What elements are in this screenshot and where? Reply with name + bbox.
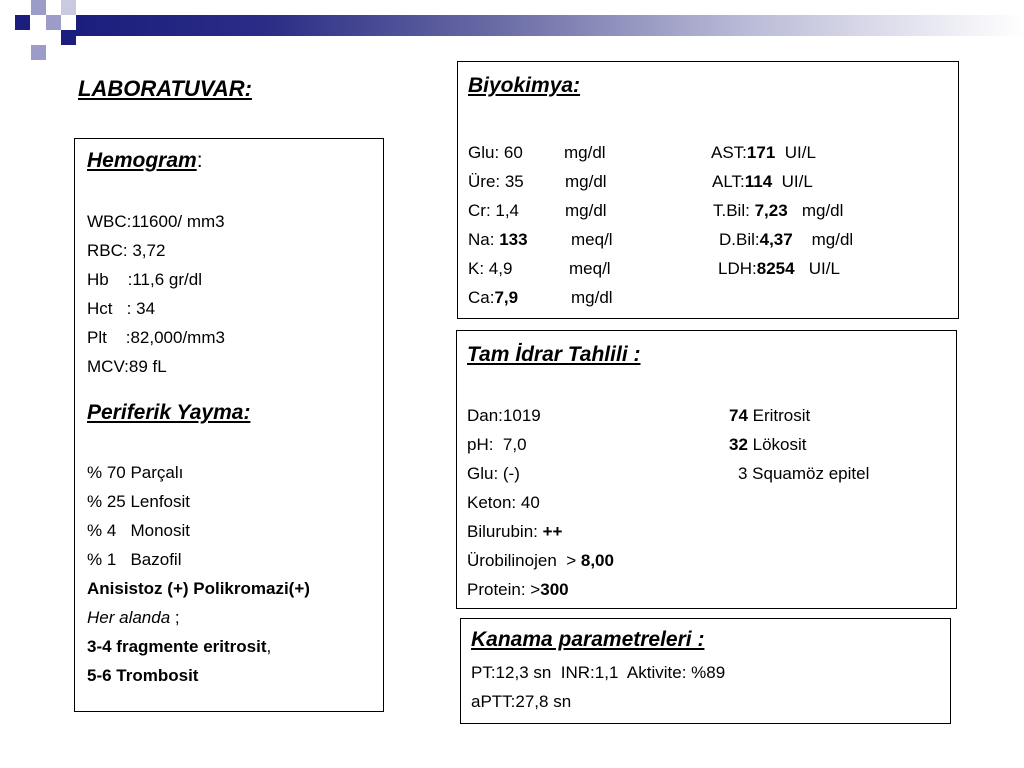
biyo-ldh-prefix: LDH:: [718, 259, 757, 278]
biyo-na-unit: meq/l: [571, 230, 613, 249]
hemogram-plt: Plt :82,000/mm3: [87, 328, 225, 347]
biyo-ast: [711, 138, 816, 167]
biyo-ca: [468, 283, 518, 312]
idrar-heading: [467, 343, 956, 373]
idrar-glu: Glu: (-): [467, 464, 520, 483]
biyo-k-name: K: 4,9: [468, 259, 513, 278]
header-gradient-bar: [76, 15, 1024, 36]
idrar-protein-value: 300: [540, 580, 569, 599]
biyo-ca-value: 7,9: [494, 288, 519, 307]
hemogram-title-suffix: :: [196, 149, 203, 172]
biyo-ure-unit: mg/dl: [565, 172, 607, 191]
biyokimya-heading: [468, 74, 958, 104]
idrar-protein-label: Protein: >: [467, 580, 541, 599]
biyo-ast-unit: UI/L: [784, 143, 816, 162]
biyo-glu-name: Glu: 60: [468, 143, 523, 162]
deco-square-navy: [61, 30, 76, 45]
idrar-eritrosit-count: 74: [729, 406, 748, 425]
biyo-alt-value: 114: [744, 172, 773, 191]
kanama-panel: [460, 618, 951, 724]
biyo-dbil-unit: mg/dl: [811, 230, 854, 249]
biyo-tbil-prefix: T.Bil:: [713, 201, 755, 220]
idrar-lokosit-count: 32: [729, 435, 748, 454]
biyo-tbil-value: 7,23: [754, 201, 788, 220]
periferik-bazofil: % 1 Bazofil: [87, 550, 182, 569]
biyo-ldh: [718, 254, 840, 283]
biyo-alt: [712, 167, 813, 196]
idrar-lokosit: [729, 430, 807, 459]
idrar-ph: pH: 7,0: [467, 435, 527, 454]
idrar-bilurubin-value: ++: [542, 522, 563, 541]
biyo-ast-value: 171: [746, 143, 776, 162]
biyokimya-panel: [457, 61, 959, 319]
hemogram-hb: Hb :11,6 gr/dl: [87, 270, 202, 289]
biyo-alt-unit: UI/L: [781, 172, 813, 191]
periferik-monosit: % 4 Monosit: [87, 521, 190, 540]
kanama-heading: [471, 628, 950, 658]
biyo-ca-unit: mg/dl: [571, 288, 613, 307]
periferik-her-alanda-line: [87, 603, 383, 632]
periferik-anisistoz: Anisistoz (+) Polikromazi(+): [87, 579, 310, 598]
periferik-parcali: % 70 Parçalı: [87, 463, 184, 482]
page-title: LABORATUVAR:: [78, 76, 252, 101]
periferik-trombosit: 5-6 Trombosit: [87, 666, 199, 685]
deco-square-light: [46, 15, 61, 30]
biyo-tbil: [713, 196, 843, 225]
biyo-na-value: 133: [499, 230, 528, 249]
deco-square-navy: [15, 15, 30, 30]
idrar-squamoz: 3 Squamöz epitel: [738, 464, 870, 483]
periferik-fragmente-line: [87, 632, 383, 661]
biyo-cr-name: Cr: 1,4: [468, 201, 520, 220]
idrar-dansite: Dan:1019: [467, 406, 541, 425]
idrar-panel: [456, 330, 957, 609]
periferik-her-alanda: Her alanda: [87, 608, 171, 627]
biyokimya-row: [468, 254, 958, 283]
biyo-ldh-value: 8254: [756, 259, 795, 278]
biyo-ast-prefix: AST:: [711, 143, 747, 162]
kanama-title: Kanama parametreleri :: [471, 628, 705, 651]
periferik-lenfosit: % 25 Lenfosit: [87, 492, 191, 511]
hemogram-wbc: WBC:11600/ mm3: [87, 212, 225, 231]
biyo-na-prefix: Na:: [468, 230, 500, 249]
idrar-eritrosit-label: Eritrosit: [747, 406, 811, 425]
biyo-ca-prefix: Ca:: [468, 288, 495, 307]
periferik-fragmente: 3-4 fragmente eritrosit: [87, 637, 267, 656]
biyo-dbil-prefix: D.Bil:: [719, 230, 760, 249]
biyokimya-row: [468, 225, 958, 254]
periferik-heading: [87, 401, 383, 431]
biyo-tbil-unit: mg/dl: [801, 201, 844, 220]
idrar-row: [467, 459, 956, 488]
idrar-row: [467, 430, 956, 459]
biyokimya-title: Biyokimya:: [468, 74, 581, 97]
biyokimya-row: [468, 167, 958, 196]
biyo-glu-unit: mg/dl: [564, 143, 606, 162]
biyo-alt-prefix: ALT:: [712, 172, 745, 191]
biyo-cr-unit: mg/dl: [565, 201, 607, 220]
periferik-fragmente-suffix: ,: [266, 637, 272, 656]
biyokimya-row: [468, 138, 958, 167]
hemogram-rbc: RBC: 3,72: [87, 241, 166, 260]
kanama-aptt: aPTT:27,8 sn: [471, 692, 572, 711]
hemogram-mcv: MCV:89 fL: [87, 357, 167, 376]
biyo-dbil: [719, 225, 853, 254]
kanama-pt: PT:12,3 sn INR:1,1 Aktivite: %89: [471, 663, 726, 682]
hemogram-title: Hemogram: [87, 149, 197, 172]
biyo-ldh-unit: UI/L: [808, 259, 840, 278]
biyo-na: [468, 225, 528, 254]
idrar-urobilinojen-value: 8,00: [580, 551, 614, 570]
idrar-eritrosit: [729, 401, 810, 430]
idrar-row: [467, 401, 956, 430]
biyo-dbil-value: 4,37: [759, 230, 793, 249]
idrar-urobilinojen: [467, 546, 956, 575]
idrar-title: Tam İdrar Tahlili :: [467, 343, 641, 366]
hemogram-panel: [74, 138, 384, 712]
deco-square-light: [61, 0, 76, 15]
idrar-protein: [467, 575, 956, 604]
biyokimya-row: [468, 283, 958, 312]
biyo-ure-name: Üre: 35: [468, 172, 524, 191]
periferik-title: Periferik Yayma:: [87, 401, 251, 424]
deco-square-light: [31, 0, 46, 15]
hemogram-heading: [87, 149, 383, 179]
idrar-bilurubin-label: Bilurubin:: [467, 522, 543, 541]
idrar-bilurubin: [467, 517, 956, 546]
idrar-keton: Keton: 40: [467, 493, 540, 512]
idrar-lokosit-label: Lökosit: [747, 435, 807, 454]
biyo-k-unit: meq/l: [569, 259, 611, 278]
periferik-her-alanda-suffix: ;: [170, 608, 180, 627]
biyokimya-row: [468, 196, 958, 225]
deco-square-light: [31, 45, 46, 60]
idrar-urobilinojen-label: Ürobilinojen >: [467, 551, 581, 570]
hemogram-hct: Hct : 34: [87, 299, 156, 318]
